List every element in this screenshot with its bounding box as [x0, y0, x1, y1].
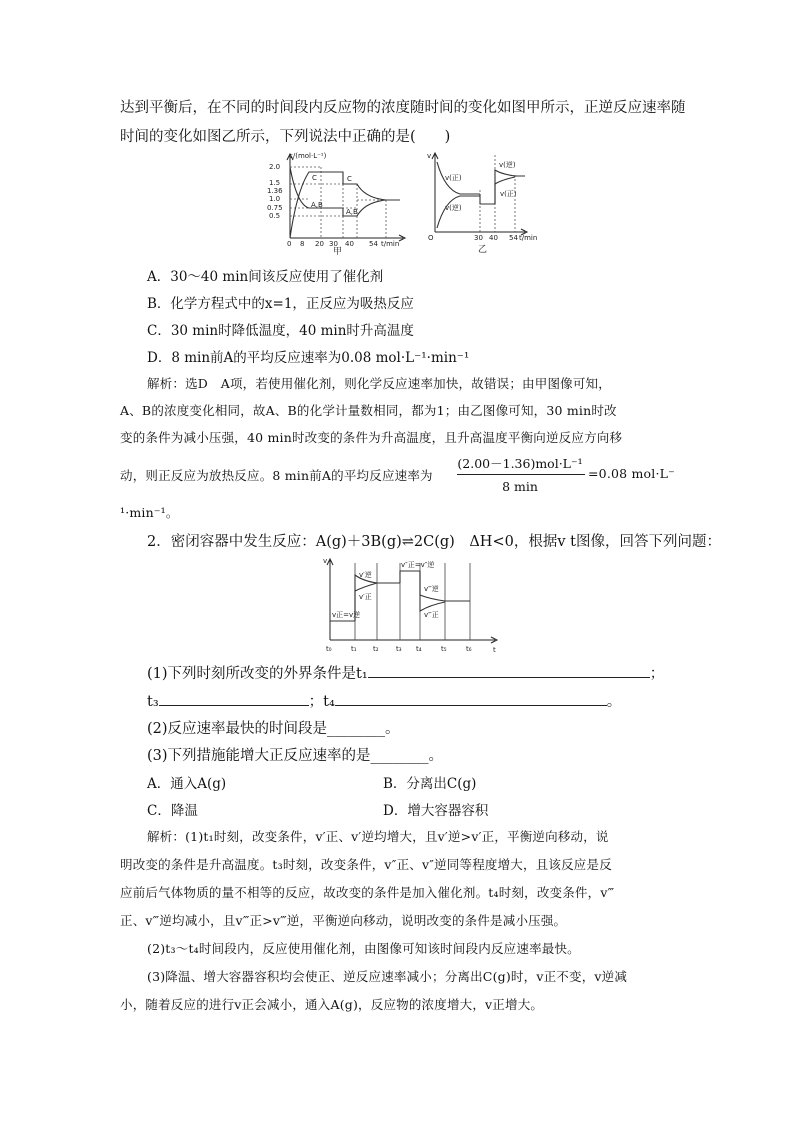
q2-sub1-t3: t₃	[147, 694, 159, 710]
vt-xtick: t₁	[351, 645, 357, 653]
q2-sub3: (3)下列措施能增大正反应速率的是________。	[147, 748, 444, 764]
yi-ylabel: v	[427, 152, 432, 160]
jia-xtick: 40	[345, 240, 354, 248]
answer-blank-t4[interactable]	[335, 691, 607, 706]
jia-ytick: 1.0	[269, 195, 281, 203]
yi-xtick: 40	[489, 234, 498, 242]
vt-xtick: t₄	[416, 645, 422, 653]
q1-option-d: D．8 min前A的平均反应速率为0.08 mol·L⁻¹·min⁻¹	[147, 350, 470, 366]
q2-sub2: (2)反应速率最快的时间段是________。	[147, 721, 400, 737]
q1-fraction-denominator: 8 min	[502, 479, 538, 494]
jia-ytick: 1.36	[267, 187, 283, 195]
vt-label: v′正	[359, 593, 372, 601]
q2-analysis-line5: (2)t₃～t₄时间段内，反应使用催化剂，由图像可知该时间段内反应速率最快。	[147, 941, 580, 956]
q1-analysis-line4-pre: 动，则正反应为放热反应。8 min前A的平均反应速率为	[120, 468, 433, 483]
q1-option-a: A．30～40 min间该反应使用了催化剂	[147, 269, 384, 285]
vt-xtick: t₅	[441, 645, 447, 653]
vt-label: v正=v逆	[332, 611, 361, 619]
q2-sub1-t1: (1)下列时刻所改变的外界条件是t₁	[147, 666, 368, 682]
jia-caption: 甲	[333, 247, 343, 257]
q2-option-b: B．分离出C(g)	[383, 776, 477, 792]
figure-jia	[265, 150, 415, 257]
vt-label: v‴正	[424, 611, 439, 619]
q1-option-b: B．化学方程式中的x=1，正反应为吸热反应	[147, 296, 414, 312]
vt-xtick: t₀	[326, 645, 332, 653]
answer-blank-t3[interactable]	[159, 691, 309, 706]
jia-xlabel: t/min	[381, 240, 400, 248]
q2-sub1-line1	[147, 662, 664, 683]
q2-option-a: A．通入A(g)	[147, 776, 227, 792]
figure-vt	[315, 555, 505, 655]
jia-label: A,B	[346, 208, 358, 216]
q2-analysis-line7: 小，随着反应的进行v正会减小，通入A(g)，反应物的浓度增大，v正增大。	[120, 997, 544, 1012]
jia-xtick: 54	[369, 240, 378, 248]
answer-blank-t1[interactable]	[368, 663, 650, 678]
vt-xaxis: t	[493, 646, 496, 654]
vt-label: v″正=v″逆	[401, 561, 435, 569]
q1-analysis-line1: 解析：选D A项，若使用催化剂，则化学反应速率加快，故错误；由甲图像可知，	[147, 376, 611, 391]
q2-sub1-end: 。	[606, 694, 622, 710]
yi-caption: 乙	[478, 245, 488, 255]
yi-label: v(逆)	[499, 161, 516, 169]
q2-option-d: D．增大容器容积	[383, 803, 489, 819]
jia-xtick: 0	[287, 240, 292, 248]
q2-analysis-line4: 正、v‴逆均减小，且v‴正>v‴逆，平衡逆向移动，说明改变的条件是减小压强。	[120, 913, 567, 928]
jia-ytick: 0.75	[267, 204, 283, 212]
jia-ytick: 0.5	[269, 212, 281, 220]
jia-ytick: 2.0	[269, 163, 281, 171]
q1-stem-line1: 达到平衡后，在不同的时间段内反应物的浓度随时间的变化如图甲所示，正逆反应速率随	[120, 100, 686, 116]
jia-ylabel: c/(mol·L⁻¹)	[289, 152, 327, 160]
jia-ytick: 1.5	[269, 179, 281, 187]
yi-label: v(正)	[445, 174, 462, 182]
q1-analysis-line3: 变的条件为减小压强，40 min时改变的条件为升高温度，且升高温度平衡向逆反应方向移	[120, 430, 623, 445]
q2-analysis-line1: 解析：(1)t₁时刻，改变条件，v′正、v′逆均增大，且v′逆>v′正，平衡逆向移动，说	[147, 829, 609, 844]
q1-analysis-line5: ¹·min⁻¹。	[120, 505, 179, 520]
yi-xtick: 54	[509, 234, 518, 242]
vt-xtick: t₆	[466, 645, 472, 653]
yi-xlabel: t/min	[519, 234, 538, 242]
vt-yaxis: v	[323, 557, 328, 565]
q1-analysis-line4-post: =0.08 mol·L⁻	[588, 466, 675, 481]
q1-option-c: C．30 min时降低温度，40 min时升高温度	[147, 323, 414, 339]
yi-label: v(正)	[500, 190, 517, 198]
q2-analysis-line6: (3)降温、增大容器容积均会使正、逆反应速率减小；分离出C(g)时，v正不变，v逆减	[147, 969, 628, 984]
jia-xtick: 20	[315, 240, 324, 248]
q1-stem-line2: 时间的变化如图乙所示，下列说法中正确的是( )	[120, 129, 451, 145]
q2-stem: 2．密闭容器中发生反应：A(g)＋3B(g)⇌2C(g) ΔH<0，根据v t图像，回答下列问题：	[147, 534, 721, 550]
yi-label: v(逆)	[445, 204, 462, 212]
vt-xtick: t₃	[396, 645, 402, 653]
jia-xtick: 8	[300, 240, 305, 248]
yi-origin: O	[428, 234, 434, 242]
vt-xtick: t₂	[373, 645, 379, 653]
q2-sub1-sep: ；	[649, 666, 665, 682]
q2-sub1-line2	[147, 690, 621, 711]
q2-sub1-t4: ；t₄	[308, 694, 335, 710]
jia-label: C	[347, 175, 352, 183]
yi-xtick: 30	[474, 234, 483, 242]
q1-fraction-numerator: (2.00－1.36)mol·L⁻¹	[457, 456, 583, 471]
q2-analysis-line3: 应前后气体物质的量不相等的反应，故改变的条件是加入催化剂。t₄时刻，改变条件，v‴	[120, 885, 615, 900]
vt-label: v‴逆	[424, 585, 439, 593]
jia-xtick: 30	[329, 240, 338, 248]
jia-label: A,B	[311, 201, 323, 209]
q2-analysis-line2: 明改变的条件是升高温度。t₃时刻，改变条件，v″正、v″逆同等程度增大，且该反应是反	[120, 857, 612, 872]
figure-yi	[425, 150, 538, 255]
jia-label: C	[312, 174, 317, 182]
vt-label: v′逆	[359, 571, 372, 579]
q2-option-c: C．降温	[147, 803, 198, 819]
q1-analysis-line2: A、B的浓度变化相同，故A、B的化学计量数相同，都为1；由乙图像可知，30 min时改	[120, 403, 617, 418]
fraction-bar	[457, 474, 585, 475]
